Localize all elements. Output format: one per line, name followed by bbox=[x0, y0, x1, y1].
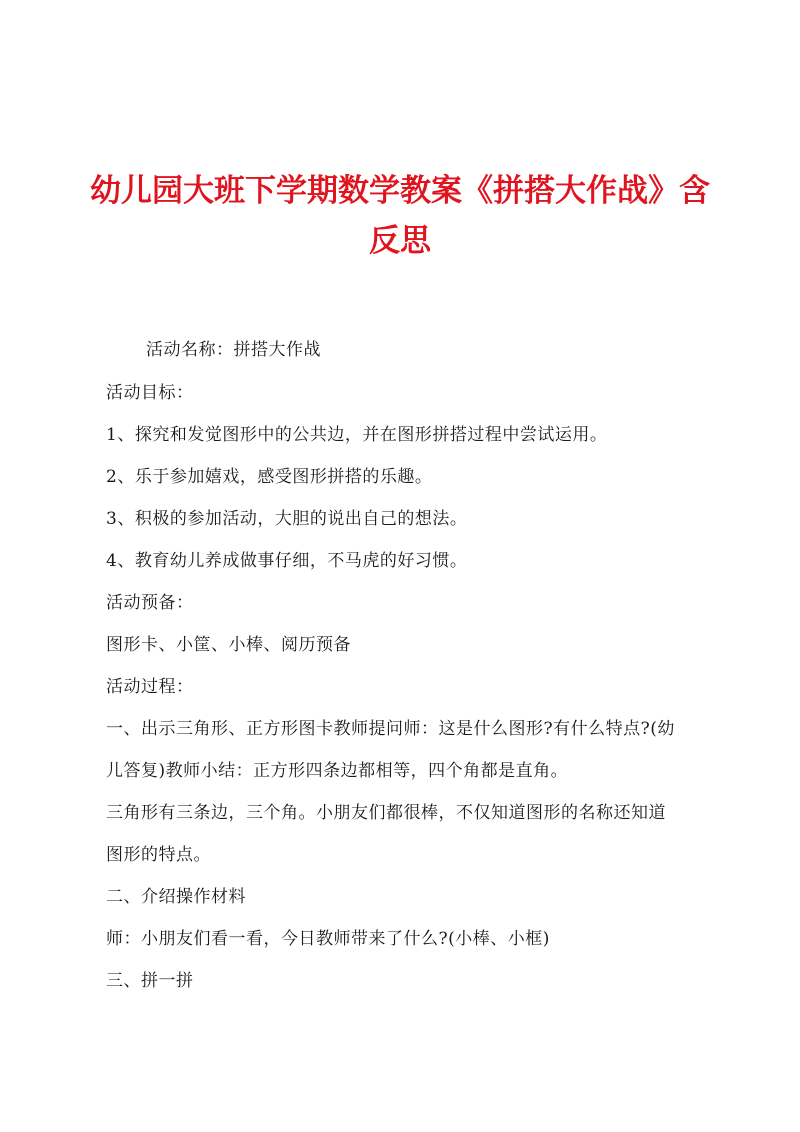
preparation-items: 图形卡、小筐、小棒、阅历预备 bbox=[106, 635, 351, 655]
process-step-1-line-2: 儿答复)教师小结：正方形四条边都相等，四个角都是直角。 bbox=[106, 761, 569, 781]
process-step-1-line-3: 三角形有三条边，三个角。小朋友们都很棒，不仅知道图形的名称还知道 bbox=[106, 803, 666, 823]
goal-item-2: 2、乐于参加嬉戏，感受图形拼搭的乐趣。 bbox=[106, 467, 433, 487]
process-step-1-line-1: 一、出示三角形、正方形图卡教师提问师：这是什么图形?有什么特点?(幼 bbox=[106, 719, 675, 739]
process-step-2-heading: 二、介绍操作材料 bbox=[106, 887, 246, 907]
document-title-line-1: 幼儿园大班下学期数学教案《拼搭大作战》含 bbox=[90, 173, 710, 209]
process-step-3-heading: 三、拼一拼 bbox=[106, 971, 194, 991]
preparation-heading: 活动预备： bbox=[106, 593, 194, 613]
activity-name: 活动名称：拼搭大作战 bbox=[146, 340, 321, 360]
process-heading: 活动过程： bbox=[106, 677, 194, 697]
goals-heading: 活动目标： bbox=[106, 383, 194, 403]
goal-item-4: 4、教育幼儿养成做事仔细，不马虎的好习惯。 bbox=[106, 551, 468, 571]
goal-item-1: 1、探究和发觉图形中的公共边，并在图形拼搭过程中尝试运用。 bbox=[106, 425, 608, 445]
process-step-1-line-4: 图形的特点。 bbox=[106, 845, 211, 865]
goal-item-3: 3、积极的参加活动，大胆的说出自己的想法。 bbox=[106, 509, 468, 529]
process-step-2-text: 师：小朋友们看一看，今日教师带来了什么?(小棒、小框) bbox=[106, 929, 550, 949]
document-title-line-2: 反思 bbox=[369, 223, 431, 259]
